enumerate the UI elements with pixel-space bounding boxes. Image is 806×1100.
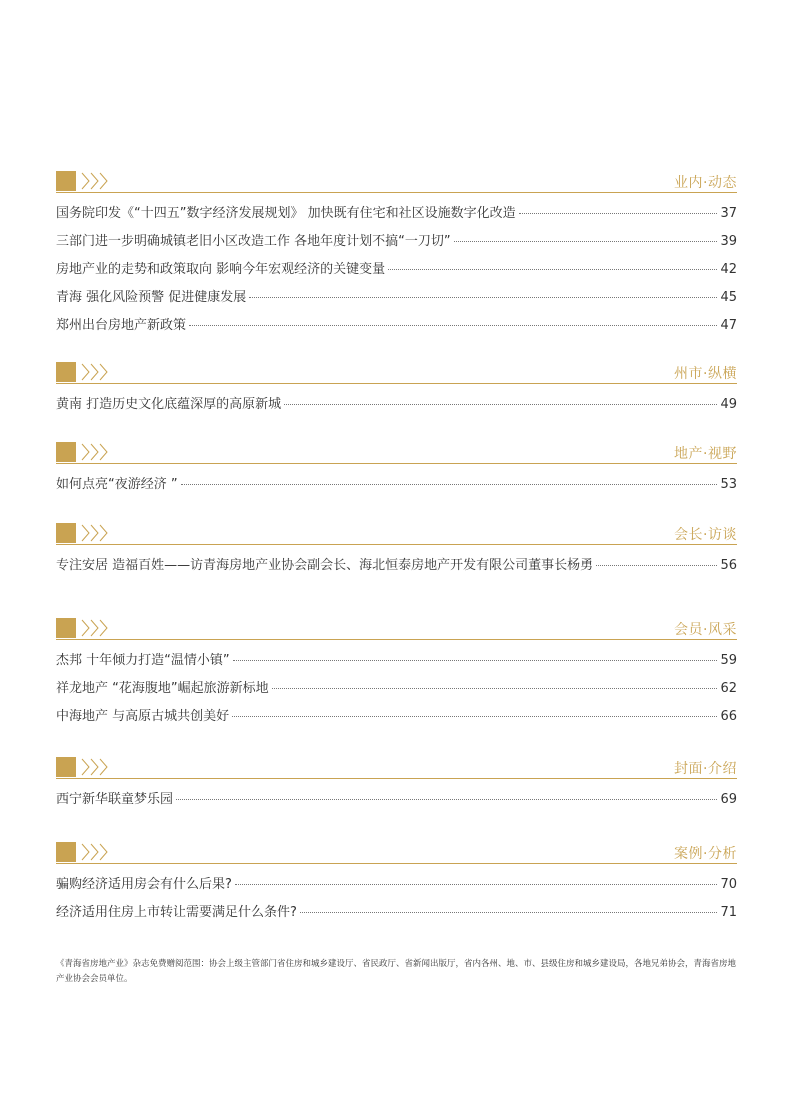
section-title: 案例·分析 <box>674 846 737 862</box>
entry-page: 69 <box>720 792 737 807</box>
entry-page: 59 <box>720 653 737 668</box>
dot-leader <box>272 688 718 689</box>
section-title: 州市·纵横 <box>674 366 737 382</box>
chevrons-icon <box>80 361 110 383</box>
entry-page: 62 <box>720 681 737 696</box>
dot-leader <box>249 297 717 298</box>
entry-title: 骗购经济适用房会有什么后果? <box>56 877 232 892</box>
entry-page: 49 <box>720 397 737 412</box>
gold-square-icon <box>56 442 76 462</box>
entry-page: 66 <box>720 709 737 724</box>
entry-title: 青海 强化风险预警 促进健康发展 <box>56 290 247 305</box>
entry-page: 39 <box>720 234 737 249</box>
toc-section <box>56 842 737 929</box>
entry-title: 专注安居 造福百姓——访青海房地产业协会副会长、海北恒泰房地产开发有限公司董事长杨勇 <box>56 558 594 573</box>
entry-title: 黄南 打造历史文化底蕴深厚的高原新城 <box>56 397 282 412</box>
toc-section <box>56 618 737 733</box>
toc-entry[interactable] <box>56 393 737 421</box>
gold-square-icon <box>56 523 76 543</box>
dot-leader <box>181 484 718 485</box>
toc-entry[interactable] <box>56 258 737 286</box>
toc-entry[interactable] <box>56 202 737 230</box>
section-rule <box>56 463 737 464</box>
entry-title: 如何点亮“夜游经济 ” <box>56 477 178 492</box>
dot-leader <box>232 716 717 717</box>
section-header <box>56 171 737 193</box>
toc-section <box>56 362 737 421</box>
toc-section <box>56 442 737 501</box>
toc-entry[interactable] <box>56 554 737 582</box>
section-rule <box>56 192 737 193</box>
toc-section <box>56 523 737 582</box>
entry-title: 中海地产 与高原古城共创美好 <box>56 709 230 724</box>
entry-title: 房地产业的走势和政策取向 影响今年宏观经济的关键变量 <box>56 262 386 277</box>
toc-entry[interactable] <box>56 314 737 342</box>
section-title: 会员·风采 <box>674 622 737 638</box>
section-header <box>56 757 737 779</box>
section-header <box>56 362 737 384</box>
chevrons-icon <box>80 522 110 544</box>
gold-square-icon <box>56 757 76 777</box>
entry-title: 杰邦 十年倾力打造“温情小镇” <box>56 653 230 668</box>
section-title: 地产·视野 <box>674 446 737 462</box>
dot-leader <box>596 565 717 566</box>
entry-page: 70 <box>720 877 737 892</box>
chevrons-icon <box>80 841 110 863</box>
toc-section <box>56 171 737 342</box>
toc-entry[interactable] <box>56 873 737 901</box>
section-rule <box>56 639 737 640</box>
chevrons-icon <box>80 441 110 463</box>
section-rule <box>56 383 737 384</box>
entry-title: 经济适用住房上市转让需要满足什么条件? <box>56 905 297 920</box>
dot-leader <box>284 404 717 405</box>
toc-entry[interactable] <box>56 705 737 733</box>
entry-page: 53 <box>720 477 737 492</box>
entry-page: 42 <box>720 262 737 277</box>
section-header <box>56 842 737 864</box>
entry-page: 71 <box>720 905 737 920</box>
entry-title: 三部门进一步明确城镇老旧小区改造工作 各地年度计划不搞“一刀切” <box>56 234 451 249</box>
entry-title: 祥龙地产 “花海腹地”崛起旅游新标地 <box>56 681 269 696</box>
entry-title: 西宁新华联童梦乐园 <box>56 792 174 807</box>
gold-square-icon <box>56 362 76 382</box>
toc-entry[interactable] <box>56 649 737 677</box>
footnote: 《青海省房地产业》杂志免费赠阅范围：协会上级主管部门省住房和城乡建设厅、省民政厅、省新闻出版厅，省内各州、地、市、县级住房和城乡建设局，各地兄弟协会，青海省房地产业协会会员单位。 <box>56 959 737 984</box>
toc-entry[interactable] <box>56 230 737 258</box>
entry-page: 45 <box>720 290 737 305</box>
toc-entry[interactable] <box>56 677 737 705</box>
dot-leader <box>454 241 718 242</box>
entry-page: 37 <box>720 206 737 221</box>
entry-title: 郑州出台房地产新政策 <box>56 318 187 333</box>
section-header <box>56 618 737 640</box>
dot-leader <box>176 799 717 800</box>
chevrons-icon <box>80 756 110 778</box>
chevrons-icon <box>80 617 110 639</box>
gold-square-icon <box>56 171 76 191</box>
dot-leader <box>300 912 718 913</box>
toc-section <box>56 757 737 816</box>
gold-square-icon <box>56 842 76 862</box>
section-title: 业内·动态 <box>674 175 737 191</box>
dot-leader <box>388 269 717 270</box>
entry-title: 国务院印发《“十四五”数字经济发展规划》 加快既有住宅和社区设施数字化改造 <box>56 206 516 221</box>
toc-entry[interactable] <box>56 286 737 314</box>
entry-page: 56 <box>720 558 737 573</box>
section-rule <box>56 778 737 779</box>
section-rule <box>56 863 737 864</box>
dot-leader <box>233 660 718 661</box>
section-header <box>56 523 737 545</box>
toc-entry[interactable] <box>56 901 737 929</box>
section-rule <box>56 544 737 545</box>
dot-leader <box>189 325 717 326</box>
entry-page: 47 <box>720 318 737 333</box>
dot-leader <box>235 884 718 885</box>
section-title: 封面·介绍 <box>674 761 737 777</box>
toc-entry[interactable] <box>56 788 737 816</box>
section-header <box>56 442 737 464</box>
chevrons-icon <box>80 170 110 192</box>
dot-leader <box>519 213 718 214</box>
gold-square-icon <box>56 618 76 638</box>
section-title: 会长·访谈 <box>674 527 737 543</box>
toc-entry[interactable] <box>56 473 737 501</box>
